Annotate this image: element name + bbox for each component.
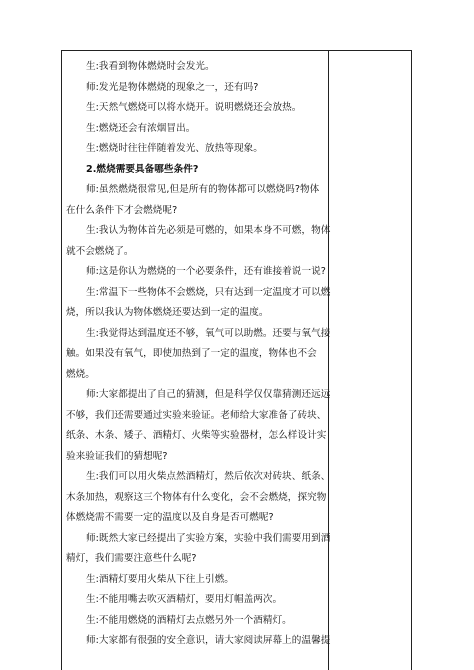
text-line: 木条加热，观察这三个物体有什么变化，会不会燃烧，探究物 bbox=[66, 491, 327, 503]
text-line: 师:大家都有很强的安全意识，请大家阅读屏幕上的温馨提 bbox=[86, 635, 331, 646]
text-line: 生:不能用燃烧的酒精灯去点燃另外一个酒精灯。 bbox=[86, 614, 292, 626]
text-line: 生:我觉得达到温度还不够，氧气可以助燃。还要与氧气接 bbox=[86, 327, 331, 339]
text-line: 不够，我们还需要通过实验来验证。老师给大家准备了砖块、 bbox=[66, 409, 327, 421]
section-heading: 2.燃烧需要具备哪些条件? bbox=[86, 163, 199, 175]
text-line: 烧，所以我认为物体燃烧还要达到一定的温度。 bbox=[66, 307, 269, 318]
text-line: 生:酒精灯要用火柴从下往上引燃。 bbox=[86, 573, 234, 585]
text-line: 生:我认为物体首先必须是可燃的，如果本身不可燃，物体 bbox=[86, 225, 331, 236]
text-line: 生:常温下一些物体不会燃烧，只有达到一定温度才可以燃 bbox=[86, 286, 331, 298]
text-line: 生:燃烧还会有浓烟冒出。 bbox=[86, 122, 196, 134]
notes-cell bbox=[329, 51, 411, 670]
text-line: 精灯，我们需要注意些什么呢? bbox=[66, 553, 197, 564]
text-line: 就不会燃烧了。 bbox=[66, 245, 134, 257]
text-line: 纸条、木条、矮子、酒精灯、火柴等实验器材，怎么样设计实 bbox=[66, 430, 327, 441]
text-line: 生:不能用嘴去吹灭酒精灯，要用灯帽盖两次。 bbox=[86, 594, 283, 605]
text-line: 生:燃烧时往往伴随着发光、放热等现象。 bbox=[86, 143, 263, 154]
text-line: 师:大家都提出了自己的猜测，但是科学仅仅靠猜测还远远 bbox=[86, 389, 331, 400]
text-line: 师:既然大家已经提出了实验方案，实验中我们需要用到酒 bbox=[86, 532, 331, 544]
text-line: 燃烧。 bbox=[66, 368, 95, 380]
lesson-content-cell bbox=[62, 51, 331, 670]
text-line: 生:天然气燃烧可以将水烧开。说明燃烧还会放热。 bbox=[86, 102, 302, 113]
text-line: 验来验证我们的猜想呢? bbox=[66, 450, 168, 462]
text-line: 师:发光是物体燃烧的现象之一，还有吗? bbox=[86, 81, 259, 93]
text-line: 师:虽然燃烧很常见,但是所有的物体都可以燃烧吗?物体 bbox=[86, 184, 320, 195]
lesson-table bbox=[61, 50, 412, 670]
text-line: 在什么条件下才会燃烧呢? bbox=[66, 204, 178, 216]
text-line: 生:我们可以用火柴点然酒精灯，然后依次对砖块、纸条、 bbox=[86, 471, 331, 482]
text-line: 体燃烧需不需要一定的温度以及自身是否可燃呢? bbox=[66, 512, 274, 523]
text-line: 师:这是你认为燃烧的一个必要条件，还有谁接着说一说? bbox=[86, 266, 326, 277]
text-line: 生:我看到物体燃烧时会发光。 bbox=[86, 61, 215, 72]
text-line: 触。如果没有氧气，即使加热到了一定的温度，物体也不会 bbox=[66, 348, 317, 359]
